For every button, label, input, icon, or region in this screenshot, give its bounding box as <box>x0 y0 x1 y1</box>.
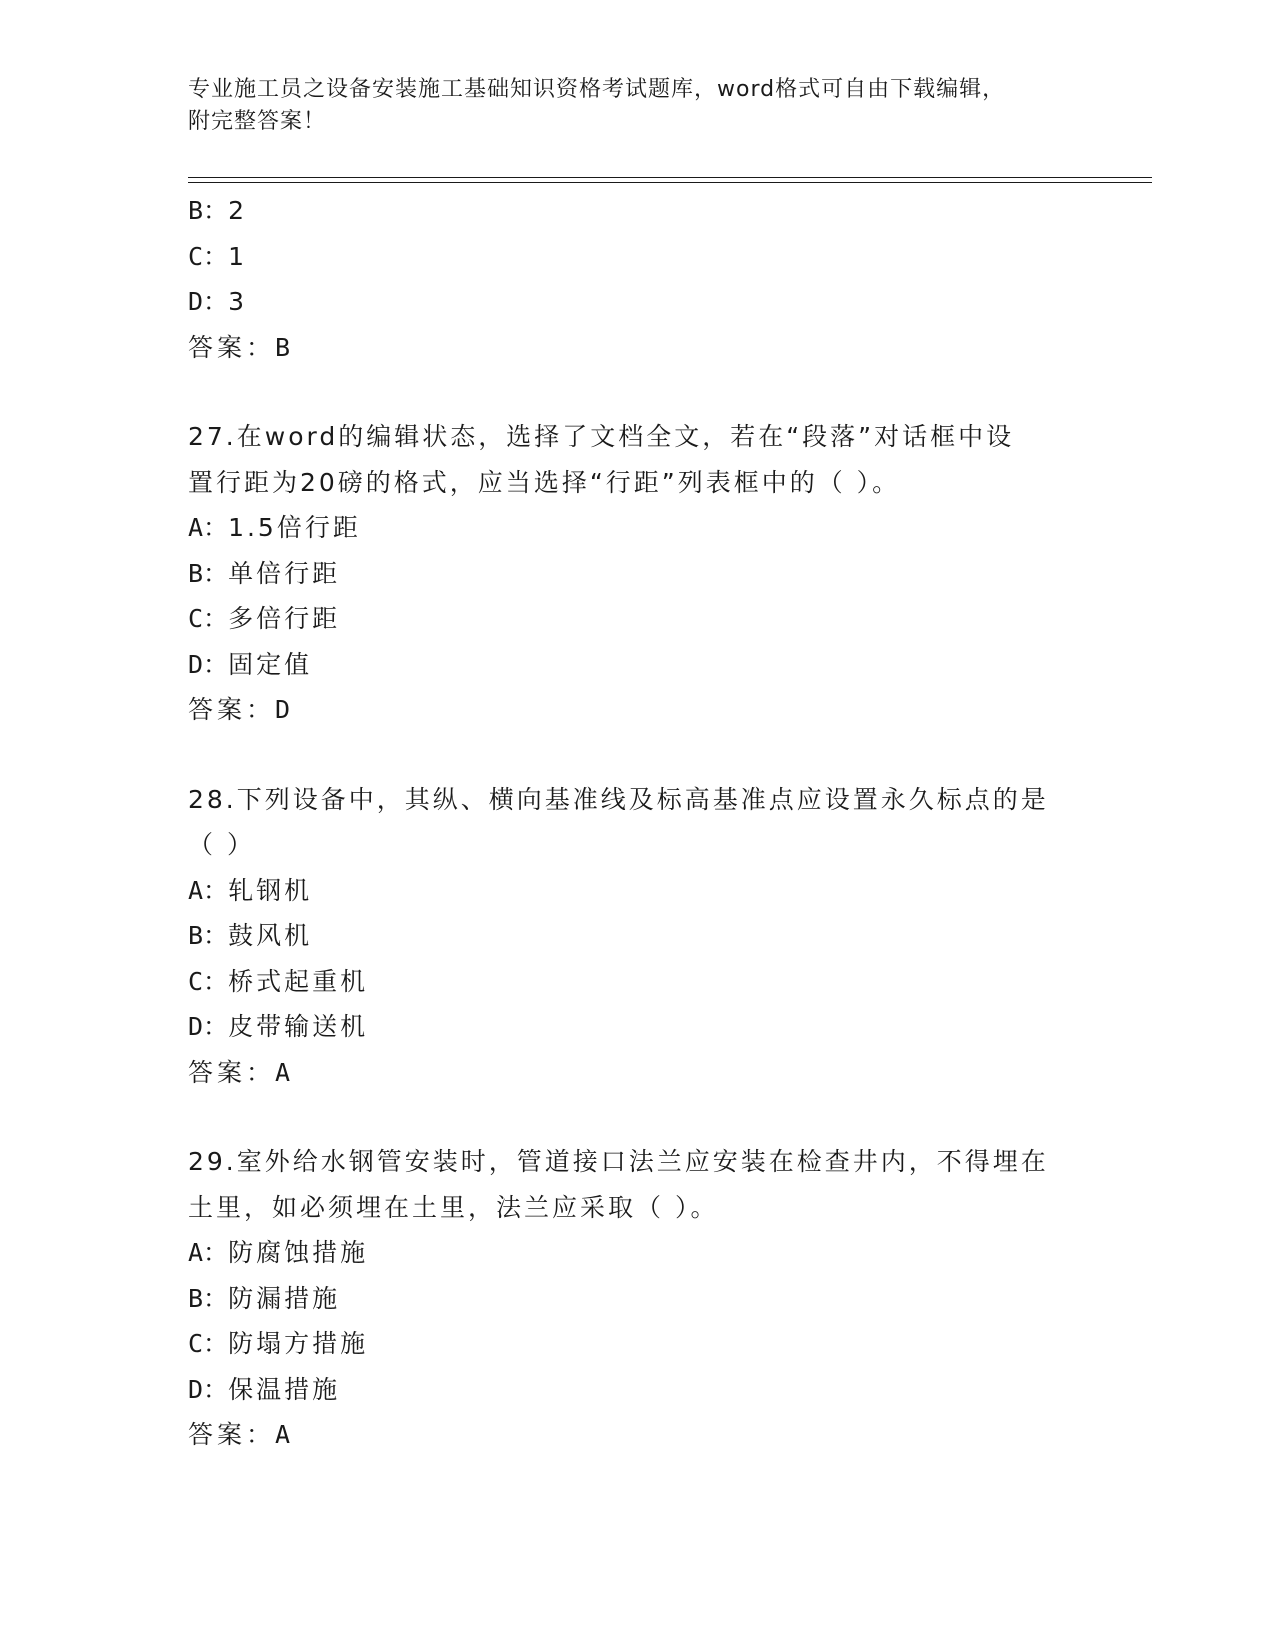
option-key: D： <box>188 1012 229 1041</box>
spacer <box>188 733 1088 777</box>
answer-label: 答案： <box>188 1057 276 1087</box>
option-key: D： <box>188 649 229 679</box>
option-key: D： <box>188 287 229 316</box>
option-text: 桥式起重机 <box>228 966 369 996</box>
answer-value: D <box>275 695 291 724</box>
option-text: 2 <box>228 196 247 225</box>
option-line <box>188 279 1088 325</box>
option-line <box>188 1276 1088 1322</box>
spacer <box>188 1095 1088 1139</box>
question-stem-line: （ ） <box>188 830 255 859</box>
answer-line <box>188 1050 1088 1096</box>
option-line <box>188 959 1088 1005</box>
option-key: A： <box>188 513 229 542</box>
option-key: B： <box>188 921 229 950</box>
option-line <box>188 1004 1088 1050</box>
option-key: C： <box>188 604 229 633</box>
option-line <box>188 188 1088 234</box>
option-text: 防漏措施 <box>228 1283 341 1313</box>
page-header <box>188 74 1068 138</box>
answer-line <box>188 687 1088 733</box>
answer-line <box>188 1412 1088 1458</box>
option-text: 鼓风机 <box>228 921 313 950</box>
option-text: 多倍行距 <box>228 604 341 633</box>
option-key: B： <box>188 1283 229 1313</box>
option-key: C： <box>188 966 229 996</box>
question-stem-line: 置行距为20磅的格式，应当选择“行距”列表框中的（ ）。 <box>188 467 901 497</box>
partial-question <box>188 188 1088 370</box>
option-text: 保温措施 <box>228 1374 341 1404</box>
question-stem-line: 29.室外给水钢管安装时，管道接口法兰应安装在检查井内，不得埋在 <box>188 1147 1049 1176</box>
answer-value: B <box>275 332 291 362</box>
header-line-2: 附完整答案！ <box>188 109 327 134</box>
answer-value: A <box>275 1057 291 1087</box>
option-key: A： <box>188 1238 229 1267</box>
option-line <box>188 596 1088 642</box>
option-line <box>188 868 1088 914</box>
option-line <box>188 1321 1088 1367</box>
option-text: 防塌方措施 <box>228 1329 369 1358</box>
option-line <box>188 234 1088 280</box>
option-key: C： <box>188 1329 229 1358</box>
spacer <box>188 370 1088 414</box>
option-key: B： <box>188 558 229 588</box>
option-key: A： <box>188 875 229 905</box>
answer-label: 答案： <box>188 695 276 724</box>
question-stem-line: 28.下列设备中，其纵、横向基准线及标高基准点应设置永久标点的是 <box>188 784 1049 814</box>
option-text: 固定值 <box>228 649 313 679</box>
option-line <box>188 551 1088 597</box>
option-text: 1.5倍行距 <box>228 513 361 542</box>
question-28 <box>188 777 1088 1096</box>
question-29 <box>188 1139 1088 1458</box>
answer-line <box>188 325 1088 371</box>
header-rule-top <box>188 177 1152 178</box>
option-line <box>188 642 1088 688</box>
option-text: 1 <box>228 241 247 271</box>
option-line <box>188 913 1088 959</box>
option-line <box>188 1230 1088 1276</box>
option-line <box>188 1367 1088 1413</box>
answer-label: 答案： <box>188 332 276 362</box>
option-key: C： <box>188 241 229 271</box>
option-key: B： <box>188 196 229 225</box>
option-line <box>188 505 1088 551</box>
option-text: 皮带输送机 <box>228 1012 369 1041</box>
question-stem-line: 土里，如必须埋在土里，法兰应采取（ ）。 <box>188 1192 719 1222</box>
question-content <box>188 188 1088 1458</box>
option-text: 3 <box>228 287 247 316</box>
answer-value: A <box>275 1420 291 1449</box>
option-text: 轧钢机 <box>228 875 313 905</box>
option-text: 单倍行距 <box>228 558 341 588</box>
header-rule-bottom <box>188 182 1152 183</box>
answer-label: 答案： <box>188 1420 276 1449</box>
question-stem-line: 27.在word的编辑状态，选择了文档全文，若在“段落”对话框中设 <box>188 422 1015 451</box>
option-key: D： <box>188 1374 229 1404</box>
option-text: 防腐蚀措施 <box>228 1238 369 1267</box>
question-27 <box>188 414 1088 733</box>
header-line-1: 专业施工员之设备安装施工基础知识资格考试题库，word格式可自由下载编辑， <box>188 77 1006 102</box>
